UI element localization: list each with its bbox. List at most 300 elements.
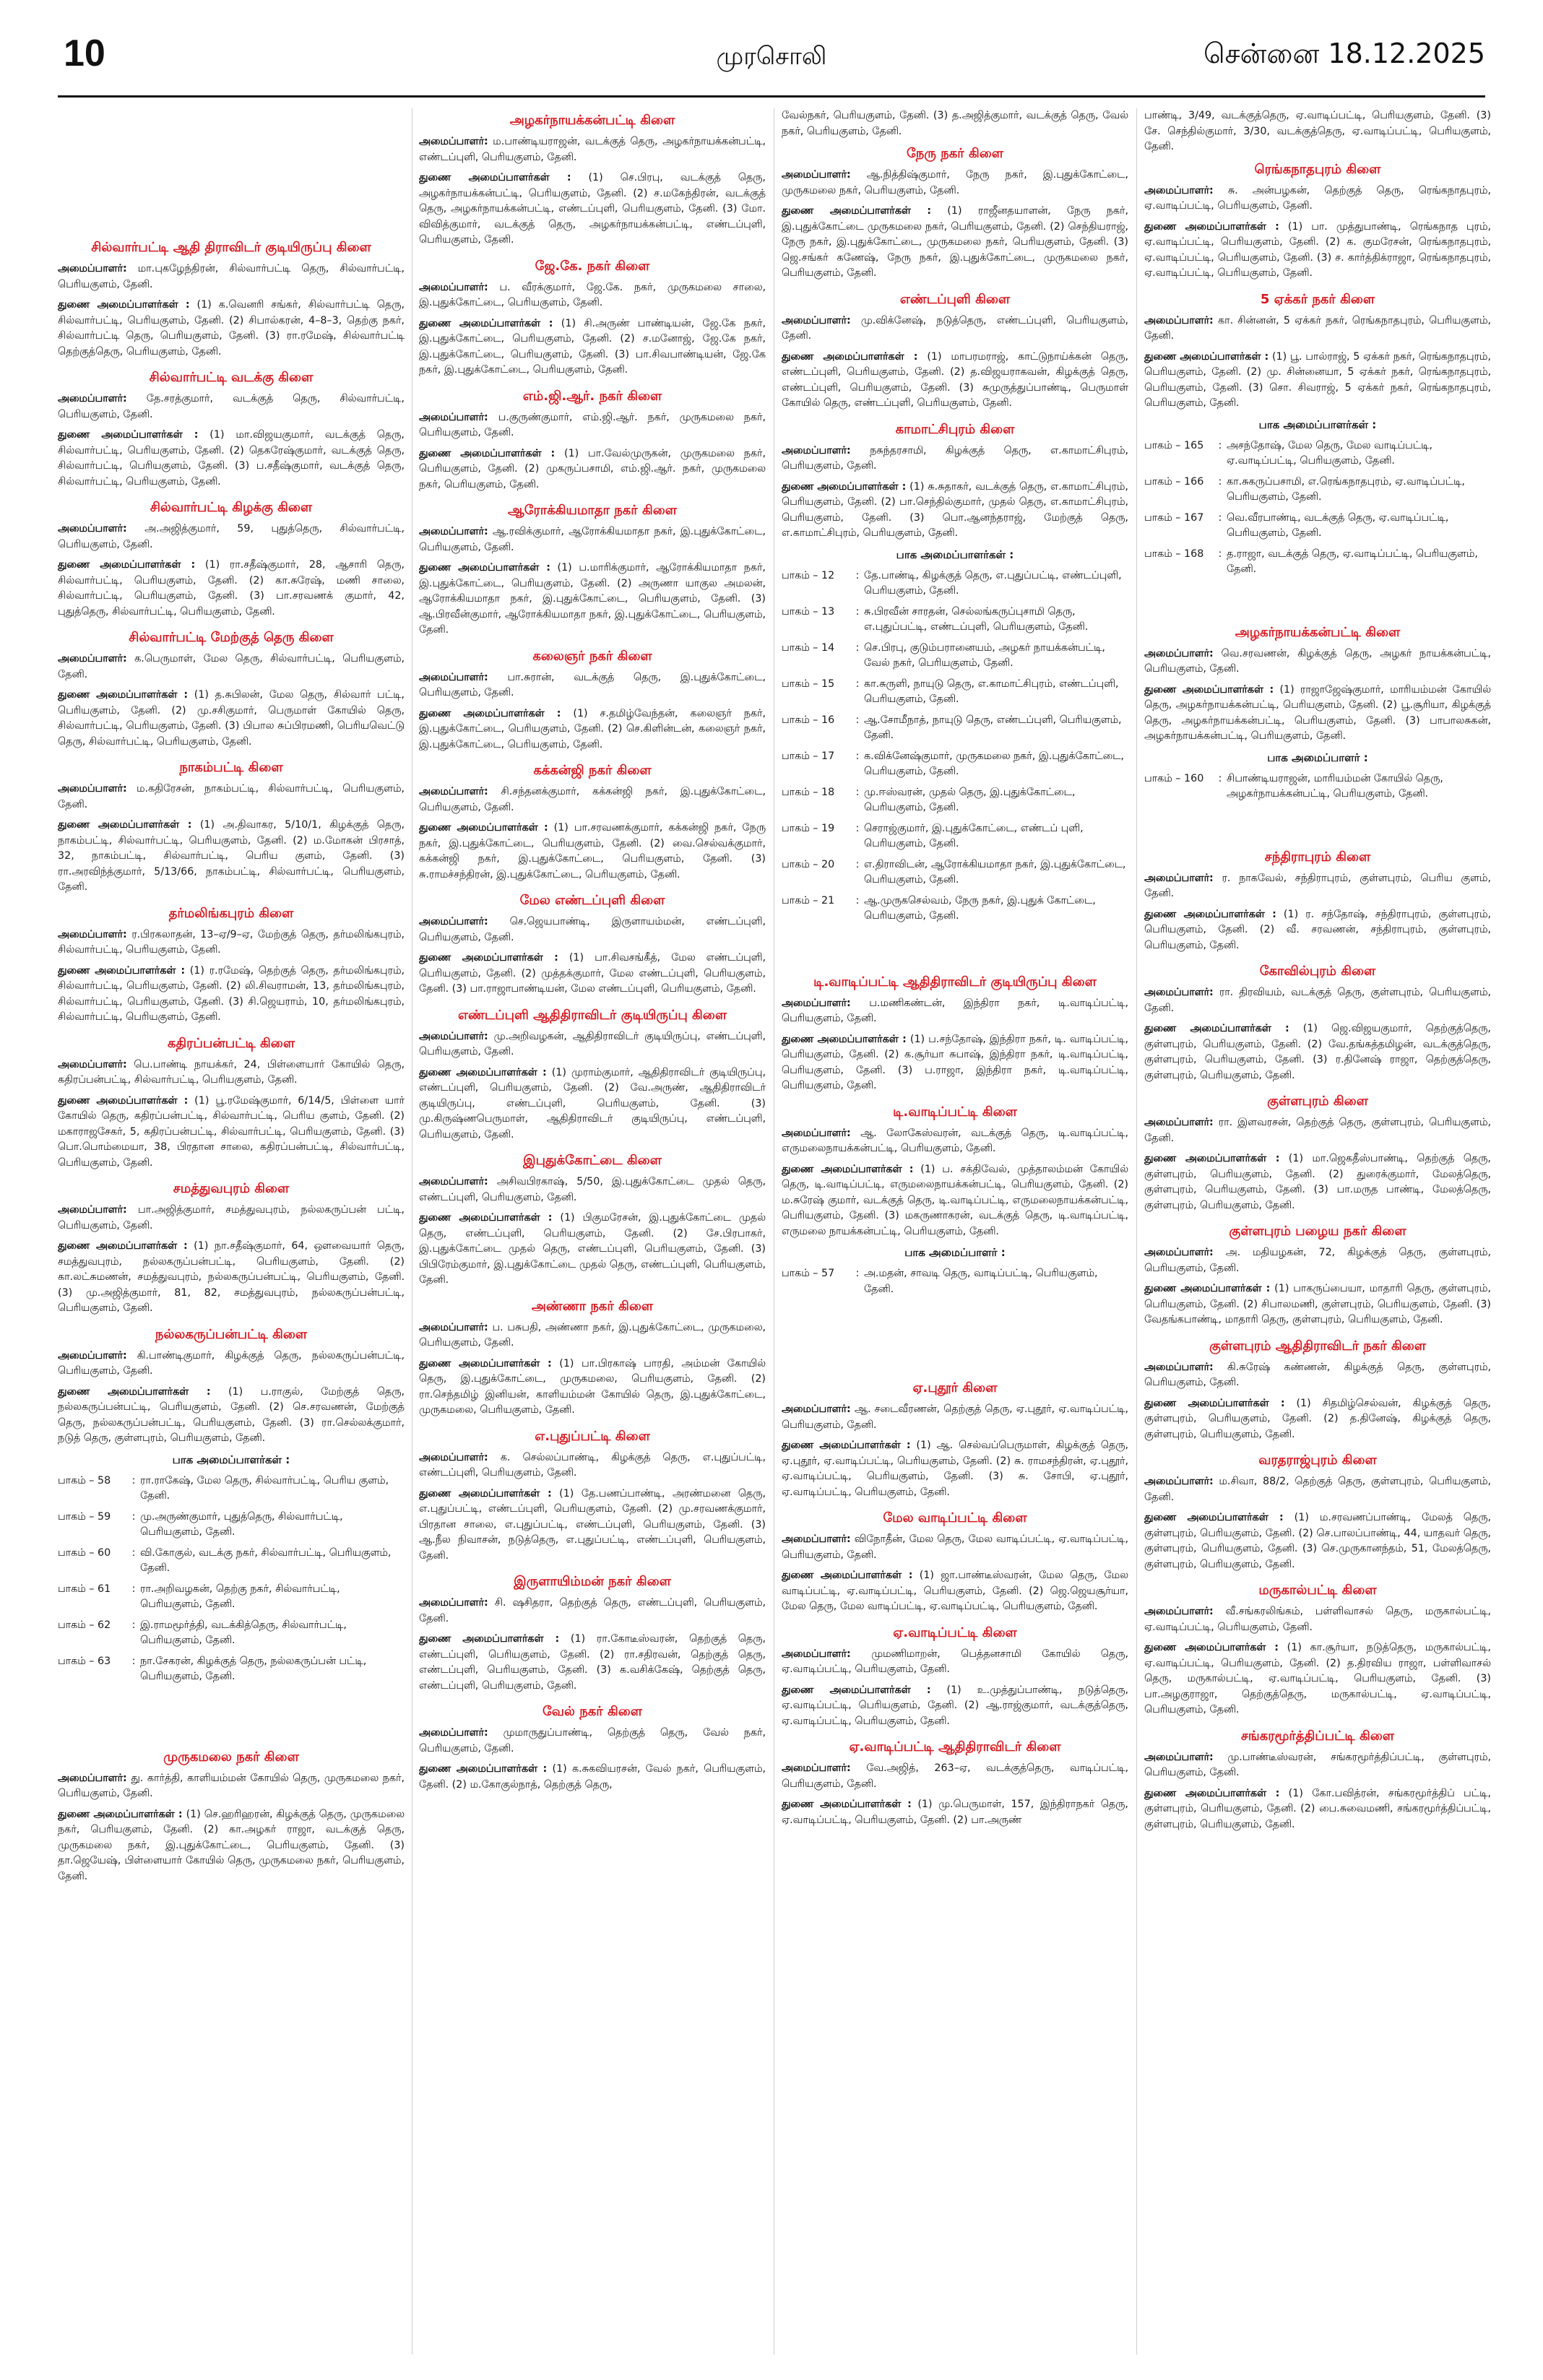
booth-row (782, 605, 1128, 641)
column-2 (419, 108, 766, 2355)
booth-row (782, 857, 1128, 893)
deputy-organisers-entry (1144, 350, 1491, 412)
member-details: (1) ரா.கோடீஸ்வரன், தெற்குத் தெரு, எண்டப்புளி, பெரியகுளம், தேனி. (2) ரா.சதிரவன், தெற்குத் தெரு, எண்டப்புளி, பெரியகுளம், தேனி. (3) க.வசிக்கேஷ், தெற்குத் தெரு, எண்டப்புளி, பெரியகுளம், தேனி. (419, 1633, 766, 1692)
branch-block (1144, 1092, 1491, 1213)
member-details: வே.அஜித், 263–ஏ, வடக்குத்தெரு, வாடிப்பட்டி, பெரியகுளம், தேனி. (782, 1762, 1128, 1790)
branch-title: கக்கன்ஜி நகர் கிளை (533, 763, 652, 778)
branch-title: சங்கரமூர்த்திப்பட்டி கிளை (1240, 1728, 1395, 1744)
branch-title: சில்வார்பட்டி கிழக்கு கிளை (150, 500, 313, 515)
booth-member: இ.ராமமூர்த்தி, வடக்கித்தெரு, சில்வார்பட்டி, பெரியகுளம், தேனி. (140, 1619, 347, 1646)
member-details: (1) ர.ரமேஷ், தெற்குத் தெரு, தர்மலிங்கபுரம், சில்வார்பட்டி, பெரியகுளம், தேனி. (2) லி.சிவராமன், 13, தர்மலிங்கபுரம், சில்வார்பட்டி, பெரியகுளம், தேனி. (3) சி.ஜெயராம், 10, தர்மலிங்கபுரம், சில்வார்பட்டி, பெரியகுளம், தேனி. (58, 964, 405, 1023)
booth-member: வி.கோகுல், வடக்கு நகர், சில்வார்பட்டி, பெரியகுளம், தேனி. (140, 1546, 392, 1574)
deputy-organisers-entry (419, 951, 766, 998)
role-label: துணை அமைப்பாளர்கள் : (58, 1385, 211, 1398)
role-label: அமைப்பாளர்: (782, 169, 851, 181)
booth-separator: : (855, 894, 860, 906)
branch-block (1144, 848, 1491, 954)
branch-block (58, 628, 405, 750)
branch-block (419, 1427, 766, 1565)
member-details: க.பெருமாள், மேல தெரு, சில்வார்பட்டி, பெரியகுளம், தேனி. (58, 653, 405, 680)
branch-block (419, 1006, 766, 1143)
continued-text: பாண்டி, 3/49, வடக்குத்தெரு, ஏ.வாடிப்பட்டி, பெரியகுளம், தேனி. (3) சே. செந்தில்குமார், 3/30, வடக்குத்தெரு, ஏ.வாடிப்பட்டி, பெரியகுளம், தேனி. (1144, 110, 1491, 152)
role-label: அமைப்பாளர்: (58, 1349, 127, 1362)
member-details: ப.குருண்குமார், எம்.ஜி.ஆர். நகர், முருகமலை நகர், பெரியகுளம், தேனி. (419, 411, 766, 438)
branch-title: குள்ளபுரம் கிளை (1267, 1094, 1368, 1109)
column-divider (1136, 108, 1137, 2355)
booth-organisers-title: பாக அமைப்பாளர் : (904, 1246, 1006, 1259)
branch-block (419, 647, 766, 753)
branch-block (419, 257, 766, 378)
booth-separator: : (855, 605, 860, 618)
booth-member: ரா.ராகேஷ், மேல தெரு, சில்வார்பட்டி, பெரிய குளம், தேனி. (140, 1474, 389, 1502)
role-label: அமைப்பாளர்: (419, 1597, 488, 1609)
role-label: அமைப்பாளர்: (782, 1762, 851, 1774)
role-label: துணை அமைப்பாளர்கள் : (782, 1033, 907, 1045)
booth-organisers-title: பாக அமைப்பாளர்கள் : (896, 548, 1014, 561)
deputy-organisers-entry (782, 204, 1128, 282)
organiser-entry (782, 1761, 1128, 1792)
branch-title: ஏ.வாடிப்பட்டி கிளை (893, 1624, 1017, 1640)
role-label: அமைப்பாளர்: (419, 1727, 488, 1739)
role-label: அமைப்பாளர்: (1144, 647, 1214, 659)
member-details: பா.சுரான், வடக்குத் தெரு, இ.புதுக்கோட்டை, பெரியகுளம், தேனி. (419, 671, 766, 698)
branch-title: கலைஞர் நகர் கிளை (532, 648, 652, 664)
member-details: அசிவபிரகாஷ், 5/50, இ.புதுக்கோட்டை முதல் தெரு, எண்டப்புளி, பெரியகுளம், தேனி. (419, 1176, 766, 1203)
role-label: துணை அமைப்பாளர்கள் : (58, 1094, 189, 1107)
booth-number: பாகம் – 13 (782, 605, 835, 618)
member-details: முமாருதுப்பாண்டி, தெற்குத் தெரு, வேல் நகர், பெரியகுளம், தேனி. (419, 1727, 766, 1754)
role-label: அமைப்பாளர்: (419, 1030, 488, 1042)
booth-member: செராஜ்குமார், இ.புதுக்கோட்டை, எண்டப் புளி, பெரியகுளம், தேனி. (864, 822, 1084, 849)
column-spacer (1144, 592, 1491, 620)
branch-title: குள்ளபுரம் ஆதிதிராவிடர் நகர் கிளை (1209, 1338, 1426, 1354)
member-details: அ. மதியழகன், 72, கிழக்குத் தெரு, குள்ளபுரம், பெரியகுளம், தேனி. (1144, 1247, 1491, 1274)
role-label: துணை அமைப்பாளர்கள் : (782, 205, 932, 217)
deputy-organisers-entry (419, 1632, 766, 1694)
branch-block (419, 1572, 766, 1694)
member-details: (1) தே.பணப்பாண்டி, அரண்மனை தெரு, எ.புதுப்பட்டி, எண்டப்புளி, பெரியகுளம், தேனி. (2) மு.சரவணக்குமார், பிரதான சாலை, எ.புதுப்பட்டி, எண்டப்புளி, பெரியகுளம், தேனி. (3) ஆ.நீல நிவாசன், நடுத்தெரு, எ.புதுப்பட்டி, எண்டப்புளி, பெரியகுளம், தேனி. (419, 1487, 766, 1562)
role-label: அமைப்பாளர்: (782, 1648, 851, 1660)
member-details: (1) பா.சரவணக்குமார், கக்கன்ஜி நகர், நேரு நகர், இ.புதுக்கோட்டை, பெரியகுளம், தேனி. (2) வை.செல்வக்குமார், கக்கன்ஜி நகர், இ.புதுக்கோட்டை, பெரியகுளம், தேனி. (3) சு.ராமச்சந்திரன், இ.புதுக்கோட்டை, பெரியகுளம், தேனி. (419, 822, 766, 880)
branch-title: கதிரப்பன்பட்டி கிளை (167, 1035, 295, 1051)
member-details: ஆ. லோகேஸ்வரன், வடக்குத் தெரு, டி.வாடிப்பட்டி, எருமலைநாயக்கன்பட்டி, பெரியகுளம், தேனி. (782, 1127, 1128, 1154)
member-details: (1) ர. சந்தோஷ், சந்திராபுரம், குள்ளபுரம், பெரியகுளம், தேனி. (2) வீ. சரவணன், சந்திராபுரம், குள்ளபுரம், பெரியகுளம், தேனி. (1144, 908, 1491, 951)
organiser-entry (1144, 646, 1491, 678)
booth-member: செ.பிரபு, குடும்பரானையம், அழகர் நாயக்கன்பட்டி, வேல் நகர், பெரியகுளம், தேனி. (864, 641, 1105, 669)
booth-member: மு.ஈஸ்வரன், முதல் தெரு, இ.புதுக்கோட்டை, பெரியகுளம், தேனி. (864, 786, 1076, 813)
booth-row (58, 1654, 405, 1690)
organiser-entry (419, 1450, 766, 1481)
branch-block (1144, 290, 1491, 583)
column-1 (58, 108, 405, 2355)
branch-block (1144, 1727, 1491, 1833)
deputy-organisers-entry (1144, 1281, 1491, 1328)
member-details: ர. நாகவேல், சந்திராபுரம், குள்ளபுரம், பெரிய குளம், தேனி. (1144, 872, 1491, 899)
role-label: துணை அமைப்பாளர்கள் : (419, 1066, 547, 1078)
role-label: அமைப்பாளர்: (1144, 1247, 1214, 1258)
branch-block (58, 758, 405, 896)
role-label: அமைப்பாளர்: (1144, 1117, 1214, 1128)
booth-row (782, 677, 1128, 713)
booth-organisers-list (782, 568, 1128, 930)
booth-number: பாகம் – 18 (782, 786, 835, 798)
member-details: (1) பா.வேல்முருகன், முருகமலை நகர், பெரியகுளம், தேனி. (2) முகருப்பசாமி, எம்.ஜி.ஆர். நகர், முருகமலை நகர், பெரியகுளம், தேனி. (419, 447, 766, 490)
booth-organisers-title: பாக அமைப்பாளர்கள் : (172, 1453, 290, 1466)
deputy-organisers-entry (782, 1568, 1128, 1615)
booth-number: பாகம் – 61 (58, 1583, 111, 1595)
organiser-entry (1144, 1360, 1491, 1391)
deputy-organisers-entry (1144, 907, 1491, 954)
booth-row (782, 1266, 1128, 1302)
deputy-organisers-entry (419, 821, 766, 883)
booth-separator: : (855, 569, 860, 581)
branch-title: மேல எண்டப்புளி கிளை (519, 893, 665, 908)
branch-title: அண்ணா நகர் கிளை (531, 1298, 654, 1314)
organiser-entry (419, 1726, 766, 1757)
booth-organisers-list (1144, 771, 1491, 808)
organiser-entry (58, 522, 405, 553)
role-label: அமைப்பாளர்: (58, 1058, 127, 1070)
branch-title: அழகர்நாயக்கன்பட்டி கிளை (509, 113, 675, 128)
booth-row (782, 893, 1128, 930)
deputy-organisers-entry (58, 964, 405, 1026)
role-label: அமைப்பாளர்: (58, 928, 127, 940)
booth-organisers-list (1144, 438, 1491, 583)
organiser-entry (419, 410, 766, 441)
organiser-entry (1144, 1750, 1491, 1781)
organiser-entry (1144, 1115, 1491, 1146)
member-details: மு.அறிவழகன், ஆதிதிராவிடர் குடியிருப்பு, எண்டப்புளி, பெரியகுளம், தேனி. (419, 1030, 766, 1057)
member-details: (1) ப.சந்தோஷ், இந்திரா நகர், டி. வாடிப்பட்டி, பெரியகுளம், தேனி. (2) க.சூர்யா சுபாஷ், இந்திரா நகர், டி.வாடிப்பட்டி, பெரியகுளம், தேனி. (3) ப.ராஜா, இந்திரா நகர், டி.வாடிப்பட்டி, பெரியகுளம், தேனி. (782, 1033, 1128, 1091)
member-details: ப. வீரக்குமார், ஜே.கே. நகர், முருகமலை சாலை, இ.புதுக்கோட்டை, பெரியகுளம், தேனி. (419, 281, 766, 308)
member-details: கி.பாண்டிகுமார், கிழக்குத் தெரு, நல்லகருப்பன்பட்டி, பெரியகுளம், தேனி. (58, 1349, 405, 1377)
branch-title: ஆரோக்கியமாதா நகர் கிளை (508, 503, 677, 518)
role-label: துணை அமைப்பாளர்கள் : (58, 819, 192, 831)
organiser-entry (1144, 871, 1491, 902)
branch-block (1144, 1337, 1491, 1443)
booth-row (782, 821, 1128, 857)
role-label: அமைப்பாளர்: (419, 136, 488, 147)
member-details: விநோதீன், மேல தெரு, மேல வாடிப்பட்டி, ஏ.வாடிப்பட்டி, பெரியகுளம், தேனி. (782, 1533, 1128, 1561)
role-label: அமைப்பாளர்: (782, 1403, 851, 1415)
booth-row (782, 713, 1128, 749)
booth-member: தே.பாண்டி, கிழக்குத் தெரு, எ.புதுப்பட்டி, எண்டப்புளி, பெரியகுளம், தேனி. (864, 569, 1122, 597)
newspaper-name: முரசொலி (716, 42, 827, 71)
organiser-entry (782, 168, 1128, 199)
branch-block (419, 111, 766, 248)
member-details: (1) மு.பெருமாள், 157, இந்திராநகர் தெரு, ஏ.வாடிப்பட்டி, பெரியகுளம், தேனி. (2) பா.அருண் (782, 1799, 1128, 1826)
member-details: (1) மா.விஜயகுமார், வடக்குத் தெரு, சில்வார்பட்டி, பெரியகுளம், தேனி. (2) தெகரேஷ்குமார், வடக்குத் தெரு, சில்வார்பட்டி, பெரியகுளம், தேனி. (3) ப.சதீஷ்குமார், வடக்குத் தெரு, சில்வார்பட்டி, பெரியகுளம், தேனி. (58, 429, 405, 488)
branch-block (1144, 1451, 1491, 1572)
branch-title: சில்வார்பட்டி மேற்குத் தெரு கிளை (129, 630, 334, 645)
booth-number: பாகம் – 17 (782, 750, 835, 762)
organiser-entry (1144, 1604, 1491, 1635)
booth-separator: : (131, 1619, 136, 1631)
organiser-entry (782, 1647, 1128, 1678)
role-label: துணை அமைப்பாளர்கள் : (782, 480, 907, 493)
deputy-organisers-entry (782, 1797, 1128, 1828)
branch-block (782, 1379, 1128, 1500)
member-details: ம.சிவா, 88/2, தெற்குத் தெரு, குள்ளபுரம், பெரியகுளம், தேனி. (1144, 1476, 1491, 1503)
organiser-entry (58, 1349, 405, 1380)
organiser-entry (782, 1532, 1128, 1563)
branch-title: 5 ஏக்கர் நகர் கிளை (1260, 291, 1375, 307)
role-label: துணை அமைப்பாளர்கள் : (58, 1240, 188, 1252)
booth-number: பாகம் – 59 (58, 1510, 111, 1523)
role-label: துணை அமைப்பாளர்கள் : (1144, 1283, 1271, 1294)
column-spacer (782, 938, 1128, 970)
booth-separator: : (1218, 475, 1222, 488)
member-details: (1) ப.ராகுல், மேற்குத் தெரு, நல்லகருப்பன்பட்டி, பெரியகுளம், தேனி. (2) செ.சரவணன், மேற்குத் தெரு, நல்லகருப்பன்பட்டி, பெரியகுளம், தேனி. (3) ரா.செல்லக்குமார், நடுத் தெரு, குள்ளபுரம், பெரியகுளம், தேனி. (58, 1385, 405, 1444)
role-label: துணை அமைப்பாளர்கள் : (419, 172, 571, 183)
booth-row (1144, 438, 1491, 475)
booth-member: வெ.வீரபாண்டி, வடக்குத் தெரு, ஏ.வாடிப்பட்டி, பெரியகுளம், தேனி. (1227, 511, 1449, 539)
member-details: சி.சந்தனக்குமார், கக்கன்ஜி நகர், இ.புதுக்கோட்டை, பெரியகுளம், தேனி. (419, 786, 766, 813)
deputy-organisers-entry (58, 1239, 405, 1317)
booth-separator: : (855, 714, 860, 726)
branch-title: அழகர்நாயக்கன்பட்டி கிளை (1235, 624, 1401, 640)
booth-member: சு.பிரவீன் சாரதன், செல்லங்கருப்புசாமி தெரு, எ.புதுப்பட்டி, எண்டப்புளி, பெரியகுளம், தேனி. (864, 605, 1089, 633)
role-label: துணை அமைப்பாளர்கள் : (1144, 683, 1274, 696)
booth-row (782, 568, 1128, 605)
role-label: துணை அமைப்பாளர்கள் : (1144, 220, 1279, 233)
organiser-entry (419, 280, 766, 311)
booth-member: சிபாண்டியராஜன், மாரியம்மன் கோயில் தெரு, அழகர்நாயக்கன்பட்டி, பெரியகுளம், தேனி. (1227, 772, 1443, 800)
organiser-entry (419, 524, 766, 555)
role-label: அமைப்பாளர்: (58, 1772, 127, 1784)
role-label: அமைப்பாளர்: (419, 671, 488, 683)
role-label: துணை அமைப்பாளர்கள் : (782, 1684, 931, 1696)
booth-number: பாகம் – 160 (1144, 772, 1204, 784)
branch-title: மருகால்பட்டி கிளை (1258, 1583, 1377, 1598)
member-details: (1) மா.ஜெகதீஸ்பாண்டி, தெற்குத் தெரு, குள்ளபுரம், பெரியகுளம், தேனி. (2) துரைக்குமார், மேலத்தெரு, குள்ளபுரம், பெரியகுளம், தேனி. (3) பா.மருத பாண்டி, மேலத்தெரு, குள்ளபுரம், பெரியகுளம், தேனி. (1144, 1153, 1491, 1211)
booth-organisers-title: பாக அமைப்பாளர் : (1267, 750, 1368, 764)
organiser-entry (58, 927, 405, 959)
role-label: அமைப்பாளர்: (419, 786, 488, 797)
role-label: துணை அமைப்பாளர்கள் : (419, 1212, 553, 1224)
branch-title: டி.வாடிப்பட்டி கிளை (893, 1104, 1017, 1120)
branch-title: எண்டப்புளி கிளை (899, 291, 1011, 307)
deputy-organisers-entry (1144, 683, 1491, 745)
edition-date: சென்னை 18.12.2025 (1203, 38, 1485, 69)
branch-block (1144, 623, 1491, 808)
branch-title: குள்ளபுரம் பழைய நகர் கிளை (1229, 1224, 1406, 1239)
deputy-organisers-entry (419, 170, 766, 248)
role-label: அமைப்பாளர்: (782, 1127, 851, 1139)
role-label: அமைப்பாளர்: (58, 1204, 127, 1216)
member-details: ம.கதிரேசன், நாகம்பட்டி, சில்வார்பட்டி, பெரியகுளம், தேனி. (58, 783, 405, 810)
booth-separator: : (855, 858, 860, 870)
booth-separator: : (131, 1546, 136, 1559)
role-label: துணை அமைப்பாளர்கள் : (1144, 1023, 1289, 1034)
deputy-organisers-entry (782, 350, 1128, 412)
booth-separator: : (855, 1268, 860, 1279)
deputy-organisers-entry (419, 561, 766, 639)
role-label: அமைப்பாளர்: (419, 411, 488, 423)
member-details: (1) கோ.பவித்ரன், சங்கரமூர்த்திப் பட்டி, குள்ளபுரம், பெரியகுளம், தேனி. (2) பை.சுவைமணி, சங்கரமூர்த்திப்பட்டி, குள்ளபுரம், பெரியகுளம், தேனி. (1144, 1787, 1491, 1830)
booth-organisers-list (58, 1474, 405, 1690)
organiser-entry (419, 134, 766, 165)
organiser-entry (1144, 313, 1491, 345)
member-details: மு.பாண்டீஸ்வரன், சங்கரமூர்த்திப்பட்டி, குள்ளபுரம், பெரியகுளம், தேனி. (1144, 1751, 1491, 1778)
booth-separator: : (1218, 439, 1222, 451)
organiser-entry (782, 996, 1128, 1027)
branch-title: தர்மலிங்கபுரம் கிளை (168, 905, 294, 921)
member-details: (1) மாபரமராஜ், காட்டுநாய்க்கன் தெரு, எண்டப்புளி, பெரியகுளம், தேனி. (2) த.விஜயராகவன், கிழக்குத் தெரு, எண்டப்புளி, பெரியகுளம், தேனி. (3) சுமுருத்துப்பாண்டி, பெருமாள் கோயில் தெரு, எண்டப்புளி, பெரியகுளம், தேனி. (782, 350, 1128, 409)
role-label: துணை அமைப்பாளர்கள் : (1144, 1787, 1280, 1799)
booth-number: பாகம் – 15 (782, 678, 835, 690)
member-details: (1) பா. முத்துபாண்டி, ரெங்கநாத புரம், ஏ.வாடிப்பட்டி, பெரியகுளம், தேனி. (2) க. குமரேசன், ரெங்கநாதபுரம், ஏ.வாடிப்பட்டி, பெரியகுளம், தேனி. (3) ச. கார்த்திக்ராஜா, ரெங்கநாதபுரம், ஏ.வாடிப்பட்டி, பெரியகுளம், தேனி. (1144, 220, 1491, 279)
role-label: துணை அமைப்பாளர்கள் : (419, 707, 561, 719)
deputy-organisers-entry (419, 1356, 766, 1419)
member-details: (1) பிகுமரேசன், இ.புதுக்கோட்டை முதல் தெரு, எண்டப்புளி, பெரியகுளம், தேனி. (2) சே.பிரபாகர், இ.புதுக்கோட்டை முதல் தெரு, எண்டப்புளி, பெரியகுளம், தேனி. (3) பிபிரேம்குமார், இ.புதுக்கோட்டை முதல் தெரு, எண்டப்புளி, பெரியகுளம், தேனி. (419, 1212, 766, 1286)
role-label: துணை அமைப்பாளர்கள் : (1144, 1397, 1285, 1409)
branch-block (58, 904, 405, 1026)
booth-row (58, 1474, 405, 1510)
role-label: அமைப்பாளர்: (1144, 1606, 1214, 1617)
member-details: தே.சரத்குமார், வடக்குத் தெரு, சில்வார்பட்டி, பெரியகுளம், தேனி. (58, 393, 405, 420)
branch-block (419, 1151, 766, 1289)
booth-row (782, 785, 1128, 821)
role-label: துணை அமைப்பாளர்கள் : (1144, 1642, 1279, 1653)
organiser-entry (419, 784, 766, 815)
branch-block (1144, 1222, 1491, 1328)
role-label: துணை அமைப்பாளர்கள் : (782, 350, 918, 363)
booth-separator: : (1218, 548, 1222, 560)
booth-number: பாகம் – 166 (1144, 475, 1204, 488)
member-details: ரா. திரவியம், வடக்குத் தெரு, குள்ளபுரம், பெரியகுளம், தேனி. (1144, 987, 1491, 1014)
branch-title: ரெங்கநாதபுரம் கிளை (1254, 161, 1381, 177)
role-label: துணை அமைப்பாளர்கள் : (1144, 908, 1276, 920)
booth-number: பாகம் – 12 (782, 569, 835, 581)
booth-row (782, 641, 1128, 677)
branch-title: சந்திராபுரம் கிளை (1264, 849, 1371, 865)
member-details: (1) பாகருப்பையா, மாதாரி தெரு, குள்ளபுரம், பெரியகுளம், தேனி. (2) சிபாலமணி, குள்ளபுரம், பெரியகுளம், தேனி. (3) வேதங்கபாண்டி, மாதாரி தெரு, குள்ளபுரம், பெரியகுளம், தேனி. (1144, 1283, 1491, 1325)
organiser-entry (419, 1174, 766, 1206)
branch-title: முருகமலை நகர் கிளை (163, 1749, 299, 1765)
branch-title: சில்வார்பட்டி வடக்கு கிளை (149, 370, 314, 385)
member-details: (1) ஜெ.விஜயகுமார், தெற்குத்தெரு, குள்ளபுரம், பெரியகுளம், தேனி. (2) வே.தங்கத்தமிழன், வடக்குத்தெரு, குள்ளபுரம், பெரியகுளம், தேனி. (3) ர.தினேஷ் ராஜா, தெற்குத்தெரு, குள்ளபுரம், பெரியகுளம், தேனி. (1144, 1023, 1491, 1081)
member-details: (1) ராஜீனதயாளன், நேரு நகர், இ.புதுக்கோட்டை முருகமலை நகர், பெரியகுளம், தேனி. (2) செந்தியராஜ், நேரு நகர், இ.புதுக்கோட்டை, முருகமலை நகர், பெரியகுளம், தேனி. (3) ஜெ.சங்கர் கணேஷ், நேரு நகர், இ.புதுக்கோட்டை, முருகமலை நகர், பெரியகுளம், தேனி. (782, 205, 1128, 279)
organiser-entry (782, 1402, 1128, 1433)
role-label: துணை அமைப்பாளர்கள் : (58, 299, 190, 311)
booth-number: பாகம் – 20 (782, 858, 835, 870)
branch-title: எண்டப்புளி ஆதிதிராவிடர் குடியிருப்பு கிளை (457, 1007, 727, 1023)
branch-title: ஏ.புதூர் கிளை (912, 1380, 998, 1395)
booth-member: மு.அருண்குமார், புதுத்தெரு, சில்வார்பட்டி, பெரியகுளம், தேனி. (140, 1510, 343, 1538)
role-label: துணை அமைப்பாளர்கள் : (58, 689, 189, 701)
organiser-entry (419, 1029, 766, 1060)
role-label: அமைப்பாளர்: (1144, 314, 1214, 326)
deputy-organisers-entry (1144, 1640, 1491, 1718)
column-spacer (58, 108, 405, 235)
role-label: துணை அமைப்பாளர்கள் : (782, 1440, 911, 1451)
branch-title: எ.புதுப்பட்டி கிளை (535, 1428, 650, 1444)
branch-title: வரதராஜ்புரம் கிளை (1258, 1453, 1377, 1468)
booth-member: நா.சேகரன், கிழக்குத் தெரு, நல்லகருப்பன் பட்டி, பெரியகுளம், தேனி. (140, 1655, 367, 1682)
role-label: துணை அமைப்பாளர்கள் : (419, 317, 553, 329)
role-label: துணை அமைப்பாளர்கள் : (419, 1763, 548, 1775)
branch-block (782, 144, 1128, 282)
branch-title: நல்லகருப்பன்பட்டி கிளை (155, 1326, 308, 1342)
role-label: துணை அமைப்பாளர்கள் : (58, 1808, 183, 1820)
booth-separator: : (1218, 511, 1222, 524)
booth-separator: : (1218, 772, 1222, 784)
booth-row (58, 1510, 405, 1546)
role-label: அமைப்பாளர்: (58, 393, 127, 404)
role-label: துணை அமைப்பாளர்கள் : (419, 1633, 560, 1645)
booth-row (58, 1546, 405, 1582)
member-details: (1) ஆ. செல்வப்பெருமாள், கிழக்குத் தெரு, ஏ.புதூர், ஏ.வாடிப்பட்டி, பெரியகுளம், தேனி. (2) சு. ராமசந்திரன், ஏ.புதூர், ஏ.வாடிப்பட்டி, பெரியகுளம், தேனி. (3) சு. சோபி, ஏ.புதூர், ஏ.வாடிப்பட்டி, பெரியகுளம், தேனி. (782, 1440, 1128, 1498)
role-label: அமைப்பாளர்: (419, 526, 488, 537)
member-details: முமணிமாறன், பெத்தனசாமி கோயில் தெரு, ஏ.வாடிப்பட்டி, பெரியகுளம், தேனி. (782, 1648, 1128, 1675)
deputy-organisers-entry (58, 1094, 405, 1172)
role-label: துணை அமைப்பாளர்கள் : (782, 1570, 913, 1581)
organiser-entry (419, 670, 766, 701)
role-label: அமைப்பாளர்: (1144, 1361, 1214, 1373)
member-details: ப.மணிகண்டன், இந்திரா நகர், டி.வாடிப்பட்டி, பெரியகுளம், தேனி. (782, 997, 1128, 1024)
booth-member: ஆ.முருகசெல்வம், நேரு நகர், இ.புதுக் கோட்டை, பெரியகுளம், தேனி. (864, 894, 1096, 922)
role-label: துணை அமைப்பாளர்கள் : (419, 447, 556, 459)
member-details: (1) செ.பிரபு, வடக்குத் தெரு, அழகர்நாயக்கன்பட்டி, பெரியகுளம், தேனி. (2) ச.மகேந்திரன், வடக்குத் தெரு, அழகர்நாயக்கன்பட்டி, எண்டப்புளி, பெரியகுளம், தேனி. (3) மோ. விவித்குமார், வடக்குத் தெரு, அழகர்நாயக்கன்பட்டி, எண்டப்புளி, பெரியகுளம், தேனி. (419, 172, 766, 246)
deputy-organisers-entry (419, 446, 766, 493)
booth-separator: : (131, 1583, 136, 1595)
branch-title: கோவில்புரம் கிளை (1259, 964, 1376, 979)
branch-block (782, 973, 1128, 1094)
organiser-entry (782, 313, 1128, 345)
deputy-organisers-entry (58, 688, 405, 750)
branch-title: வேல் நகர் கிளை (543, 1704, 642, 1719)
branch-title: இபுதுக்கோட்டை கிளை (523, 1153, 662, 1168)
booth-row (782, 749, 1128, 785)
role-label: அமைப்பாளர்: (58, 653, 127, 665)
booth-number: பாகம் – 60 (58, 1546, 111, 1559)
booth-separator: : (855, 641, 860, 654)
masthead-rule (58, 95, 1485, 98)
member-details: மா.புகழேந்திரன், சில்வார்பட்டி தெரு, சில்வார்பட்டி, பெரியகுளம், தேனி. (58, 263, 405, 290)
booth-member: எ.திராவிடன், ஆரோக்கியமாதா நகர், இ.புதுக்கோட்டை, பெரியகுளம், தேனி. (864, 858, 1126, 886)
column-3 (782, 108, 1128, 2355)
role-label: அமைப்பாளர்: (419, 281, 488, 293)
member-details: பெ.பாண்டி நாயக்கர், 24, பிள்ளையார் கோயில் தெரு, கதிரப்பன்பட்டி, சில்வார்பட்டி, பெரியகுளம், தேனி. (58, 1058, 405, 1086)
role-label: அமைப்பாளர்: (1144, 184, 1214, 196)
deputy-organisers-entry (1144, 1786, 1491, 1833)
member-details: ப. பசுபதி, அண்ணா நகர், இ.புதுக்கோட்டை, முருகமலை, பெரியகுளம், தேனி. (419, 1321, 766, 1349)
booth-number: பாகம் – 63 (58, 1655, 111, 1667)
organiser-entry (419, 1596, 766, 1627)
organiser-entry (1144, 1474, 1491, 1505)
role-label: துணை அமைப்பாளர்கள் : (1144, 1153, 1280, 1164)
organiser-entry (1144, 1245, 1491, 1276)
branch-title: ஜே.கே. நகர் கிளை (535, 258, 650, 274)
booth-member: ரா.அறிவழகன், தெற்கு நகர், சில்வார்பட்டி, பெரியகுளம், தேனி. (140, 1583, 340, 1610)
role-label: அமைப்பாளர்: (1144, 1476, 1214, 1487)
role-label: அமைப்பாளர்: (419, 916, 488, 927)
branch-block (419, 1297, 766, 1419)
booth-separator: : (855, 678, 860, 690)
member-details: வெ.சரவணன், கிழக்குத் தெரு, அழகர் நாயக்கன்பட்டி, பெரியகுளம், தேனி. (1144, 647, 1491, 675)
deputy-organisers-entry (782, 1438, 1128, 1500)
page-number: 10 (64, 33, 105, 74)
member-details: வீ.சங்கரலிங்கம், பள்ளிவாசல் தெரு, மருகால்பட்டி, ஏ.வாடிப்பட்டி, பெரியகுளம், தேனி. (1144, 1606, 1491, 1633)
member-details: (1) பா.சிவசங்கீத், மேல எண்டப்புளி, பெரியகுளம், தேனி. (2) முத்தக்குமார், மேல எண்டப்புளி, பெரியகுளம், தேனி. (3) பா.ராஜாபாண்டியன், மேல எண்டப்புளி, பெரியகுளம், தேனி. (419, 952, 766, 995)
member-details: செ.ஜெயபாண்டி, இருளாயம்மன், எண்டப்புளி, பெரியகுளம், தேனி. (419, 916, 766, 943)
member-details: (1) சி.அருண் பாண்டியன், ஜே.கே நகர், இ.புதுக்கோட்டை, பெரியகுளம், தேனி. (2) ச.மனோஜ், ஜே.கே நகர், இ.புதுக்கோட்டை, பெரியகுளம், தேனி. (3) பா.சிவபாண்டியன், ஜே.கே நகர், இ.புதுக்கோட்டை, பெரியகுளம், தேனி. (419, 317, 766, 376)
role-label: அமைப்பாளர்: (782, 314, 851, 326)
deputy-organisers-entry (1144, 1396, 1491, 1443)
booth-row (58, 1618, 405, 1654)
booth-organisers-title: பாக அமைப்பாளர்கள் : (1258, 417, 1377, 431)
